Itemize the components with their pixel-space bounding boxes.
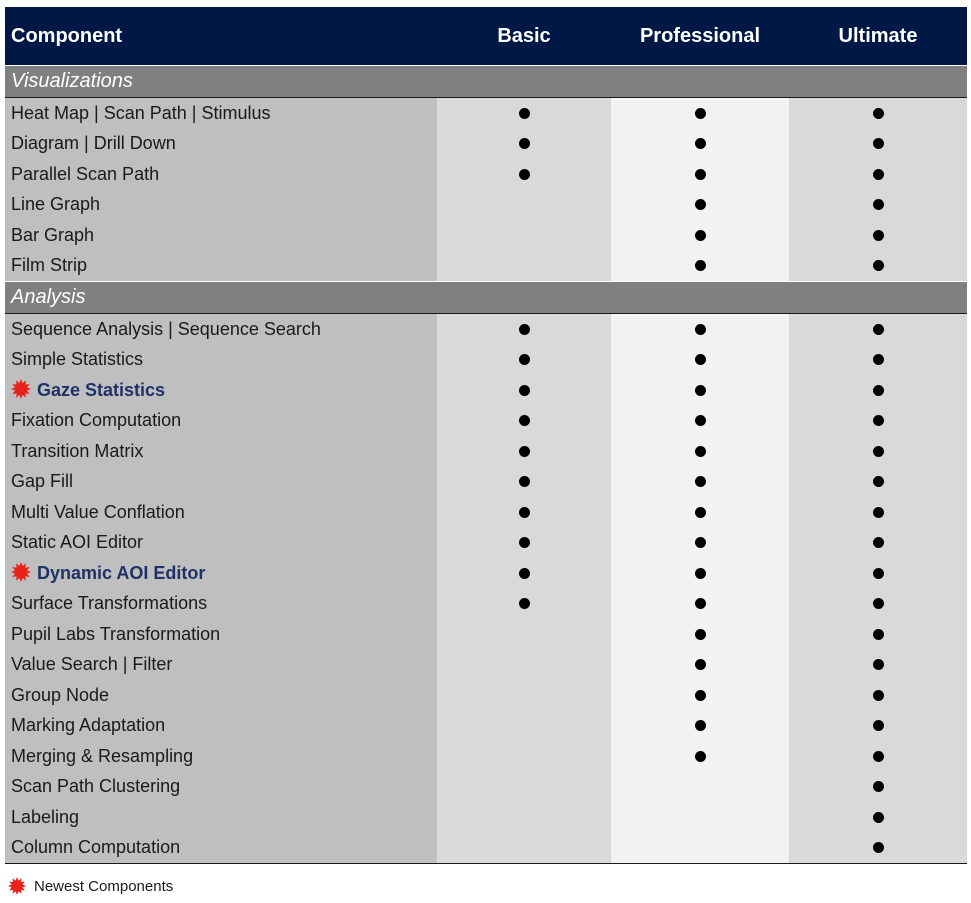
feature-comparison-table (5, 7, 967, 864)
basic-cell (437, 129, 611, 160)
basic-cell (437, 497, 611, 528)
included-dot-icon (695, 385, 706, 396)
component-name-cell (5, 772, 437, 803)
ultimate-cell (789, 406, 967, 437)
component-name: Bar Graph (11, 224, 95, 245)
ultimate-cell (789, 528, 967, 559)
ultimate-cell (789, 314, 967, 345)
included-dot-icon (695, 108, 706, 119)
ultimate-cell (789, 619, 967, 650)
basic-cell (437, 467, 611, 498)
included-dot-icon (873, 415, 884, 426)
included-dot-icon (873, 446, 884, 457)
table-row (5, 589, 967, 620)
professional-cell (611, 251, 789, 282)
basic-cell (437, 558, 611, 589)
included-dot-icon (873, 751, 884, 762)
included-dot-icon (695, 260, 706, 271)
component-name: Scan Path Clustering (11, 776, 181, 797)
component-name: Surface Transformations (11, 593, 208, 614)
ultimate-cell (789, 375, 967, 406)
included-dot-icon (695, 354, 706, 365)
red-burst-icon (11, 562, 31, 582)
included-dot-icon (519, 568, 530, 579)
basic-cell (437, 528, 611, 559)
component-name: Diagram | Drill Down (11, 133, 176, 154)
component-name-cell (5, 467, 437, 498)
component-name-cell (5, 711, 437, 742)
component-name-cell (5, 406, 437, 437)
ultimate-cell (789, 159, 967, 190)
included-dot-icon (695, 324, 706, 335)
component-name: Heat Map | Scan Path | Stimulus (11, 102, 271, 123)
component-name: Gaze Statistics (37, 380, 166, 401)
basic-cell (437, 772, 611, 803)
included-dot-icon (695, 629, 706, 640)
ultimate-cell (789, 802, 967, 833)
ultimate-cell (789, 190, 967, 221)
professional-cell (611, 159, 789, 190)
included-dot-icon (519, 476, 530, 487)
included-dot-icon (695, 415, 706, 426)
included-dot-icon (695, 568, 706, 579)
included-dot-icon (695, 476, 706, 487)
professional-cell (611, 497, 789, 528)
included-dot-icon (873, 138, 884, 149)
table-row (5, 220, 967, 251)
ultimate-cell (789, 711, 967, 742)
component-name: Multi Value Conflation (11, 501, 185, 522)
basic-cell (437, 220, 611, 251)
component-name-cell (5, 619, 437, 650)
basic-cell (437, 190, 611, 221)
professional-cell (611, 190, 789, 221)
section-row (5, 66, 967, 98)
header-professional: Professional (611, 7, 789, 66)
component-name-cell (5, 589, 437, 620)
component-name: Film Strip (11, 255, 87, 276)
included-dot-icon (873, 354, 884, 365)
basic-cell (437, 345, 611, 376)
included-dot-icon (695, 537, 706, 548)
table-row (5, 741, 967, 772)
included-dot-icon (873, 598, 884, 609)
component-name: Fixation Computation (11, 410, 182, 431)
legend-label: Newest Components (34, 877, 174, 895)
included-dot-icon (519, 415, 530, 426)
table-row (5, 129, 967, 160)
professional-cell (611, 129, 789, 160)
basic-cell (437, 619, 611, 650)
ultimate-cell (789, 772, 967, 803)
section-row (5, 282, 967, 314)
component-name-cell (5, 159, 437, 190)
included-dot-icon (873, 324, 884, 335)
included-dot-icon (695, 598, 706, 609)
table-row (5, 467, 967, 498)
table-row (5, 680, 967, 711)
professional-cell (611, 528, 789, 559)
ultimate-cell (789, 558, 967, 589)
included-dot-icon (695, 199, 706, 210)
included-dot-icon (873, 659, 884, 670)
basic-cell (437, 802, 611, 833)
component-name: Value Search | Filter (11, 654, 173, 675)
table-row (5, 802, 967, 833)
professional-cell (611, 406, 789, 437)
included-dot-icon (519, 507, 530, 518)
component-name-cell (5, 802, 437, 833)
ultimate-cell (789, 345, 967, 376)
table-row (5, 190, 967, 221)
professional-cell (611, 467, 789, 498)
ultimate-cell (789, 467, 967, 498)
included-dot-icon (695, 690, 706, 701)
professional-cell (611, 802, 789, 833)
ultimate-cell (789, 129, 967, 160)
component-name-cell (5, 680, 437, 711)
component-name: Column Computation (11, 837, 181, 858)
ultimate-cell (789, 251, 967, 282)
included-dot-icon (873, 230, 884, 241)
basic-cell (437, 650, 611, 681)
section-title: Visualizations (5, 66, 967, 98)
component-name-cell (5, 345, 437, 376)
included-dot-icon (873, 629, 884, 640)
ultimate-cell (789, 680, 967, 711)
component-name-cell (5, 251, 437, 282)
table-row (5, 98, 967, 129)
table-row (5, 650, 967, 681)
included-dot-icon (519, 446, 530, 457)
red-burst-icon (8, 877, 26, 895)
included-dot-icon (519, 354, 530, 365)
professional-cell (611, 680, 789, 711)
included-dot-icon (519, 324, 530, 335)
table-body (5, 66, 967, 864)
professional-cell (611, 98, 789, 129)
basic-cell (437, 680, 611, 711)
component-name: Group Node (11, 684, 110, 705)
included-dot-icon (519, 108, 530, 119)
included-dot-icon (873, 385, 884, 396)
included-dot-icon (873, 507, 884, 518)
professional-cell (611, 772, 789, 803)
header-basic: Basic (437, 7, 611, 66)
included-dot-icon (695, 659, 706, 670)
legend (8, 877, 173, 895)
ultimate-cell (789, 220, 967, 251)
included-dot-icon (519, 598, 530, 609)
professional-cell (611, 375, 789, 406)
component-name-cell (5, 98, 437, 129)
included-dot-icon (695, 446, 706, 457)
ultimate-cell (789, 589, 967, 620)
component-name: Dynamic AOI Editor (37, 563, 206, 584)
table-row (5, 558, 967, 589)
component-name-cell (5, 314, 437, 345)
included-dot-icon (695, 138, 706, 149)
basic-cell (437, 251, 611, 282)
component-name-cell (5, 220, 437, 251)
table-row (5, 314, 967, 345)
component-name-cell (5, 558, 437, 589)
basic-cell (437, 98, 611, 129)
component-name: Transition Matrix (11, 440, 144, 461)
included-dot-icon (519, 385, 530, 396)
professional-cell (611, 741, 789, 772)
professional-cell (611, 558, 789, 589)
section-title: Analysis (5, 282, 967, 314)
included-dot-icon (873, 720, 884, 731)
table-row (5, 833, 967, 864)
component-name-cell (5, 375, 437, 406)
ultimate-cell (789, 98, 967, 129)
included-dot-icon (873, 842, 884, 853)
component-name: Merging & Resampling (11, 745, 194, 766)
included-dot-icon (695, 720, 706, 731)
component-name-cell (5, 650, 437, 681)
professional-cell (611, 220, 789, 251)
component-name: Line Graph (11, 194, 101, 215)
included-dot-icon (873, 568, 884, 579)
header-ultimate: Ultimate (789, 7, 967, 66)
basic-cell (437, 436, 611, 467)
component-name: Labeling (11, 806, 80, 827)
included-dot-icon (519, 138, 530, 149)
included-dot-icon (695, 230, 706, 241)
included-dot-icon (873, 199, 884, 210)
table-row (5, 436, 967, 467)
professional-cell (611, 589, 789, 620)
included-dot-icon (873, 812, 884, 823)
component-name-cell (5, 190, 437, 221)
professional-cell (611, 619, 789, 650)
component-name: Static AOI Editor (11, 532, 144, 553)
included-dot-icon (873, 108, 884, 119)
component-name-cell (5, 741, 437, 772)
professional-cell (611, 436, 789, 467)
professional-cell (611, 833, 789, 864)
table-row (5, 619, 967, 650)
included-dot-icon (873, 169, 884, 180)
header-row (5, 7, 967, 66)
component-name: Parallel Scan Path (11, 163, 160, 184)
included-dot-icon (873, 476, 884, 487)
component-name-cell (5, 497, 437, 528)
included-dot-icon (695, 751, 706, 762)
included-dot-icon (695, 169, 706, 180)
ultimate-cell (789, 497, 967, 528)
basic-cell (437, 159, 611, 190)
table-row (5, 772, 967, 803)
included-dot-icon (519, 169, 530, 180)
table-row (5, 345, 967, 376)
professional-cell (611, 650, 789, 681)
professional-cell (611, 345, 789, 376)
component-name-cell (5, 833, 437, 864)
red-burst-icon (11, 379, 31, 399)
included-dot-icon (695, 507, 706, 518)
included-dot-icon (873, 260, 884, 271)
included-dot-icon (519, 537, 530, 548)
component-name: Marking Adaptation (11, 715, 166, 736)
basic-cell (437, 589, 611, 620)
table-row (5, 159, 967, 190)
table-row (5, 528, 967, 559)
ultimate-cell (789, 833, 967, 864)
ultimate-cell (789, 436, 967, 467)
component-name-cell (5, 129, 437, 160)
basic-cell (437, 314, 611, 345)
included-dot-icon (873, 690, 884, 701)
basic-cell (437, 375, 611, 406)
table-row (5, 406, 967, 437)
basic-cell (437, 406, 611, 437)
basic-cell (437, 833, 611, 864)
basic-cell (437, 711, 611, 742)
professional-cell (611, 711, 789, 742)
component-name: Sequence Analysis | Sequence Search (11, 318, 321, 339)
component-name: Gap Fill (11, 471, 74, 492)
table-row (5, 711, 967, 742)
ultimate-cell (789, 650, 967, 681)
included-dot-icon (873, 537, 884, 548)
component-name: Pupil Labs Transformation (11, 623, 221, 644)
ultimate-cell (789, 741, 967, 772)
professional-cell (611, 314, 789, 345)
component-name-cell (5, 528, 437, 559)
header-component: Component (5, 7, 437, 66)
component-name-cell (5, 436, 437, 467)
table-row (5, 497, 967, 528)
included-dot-icon (873, 781, 884, 792)
table-row (5, 251, 967, 282)
basic-cell (437, 741, 611, 772)
table-row (5, 375, 967, 406)
component-name: Simple Statistics (11, 349, 144, 370)
